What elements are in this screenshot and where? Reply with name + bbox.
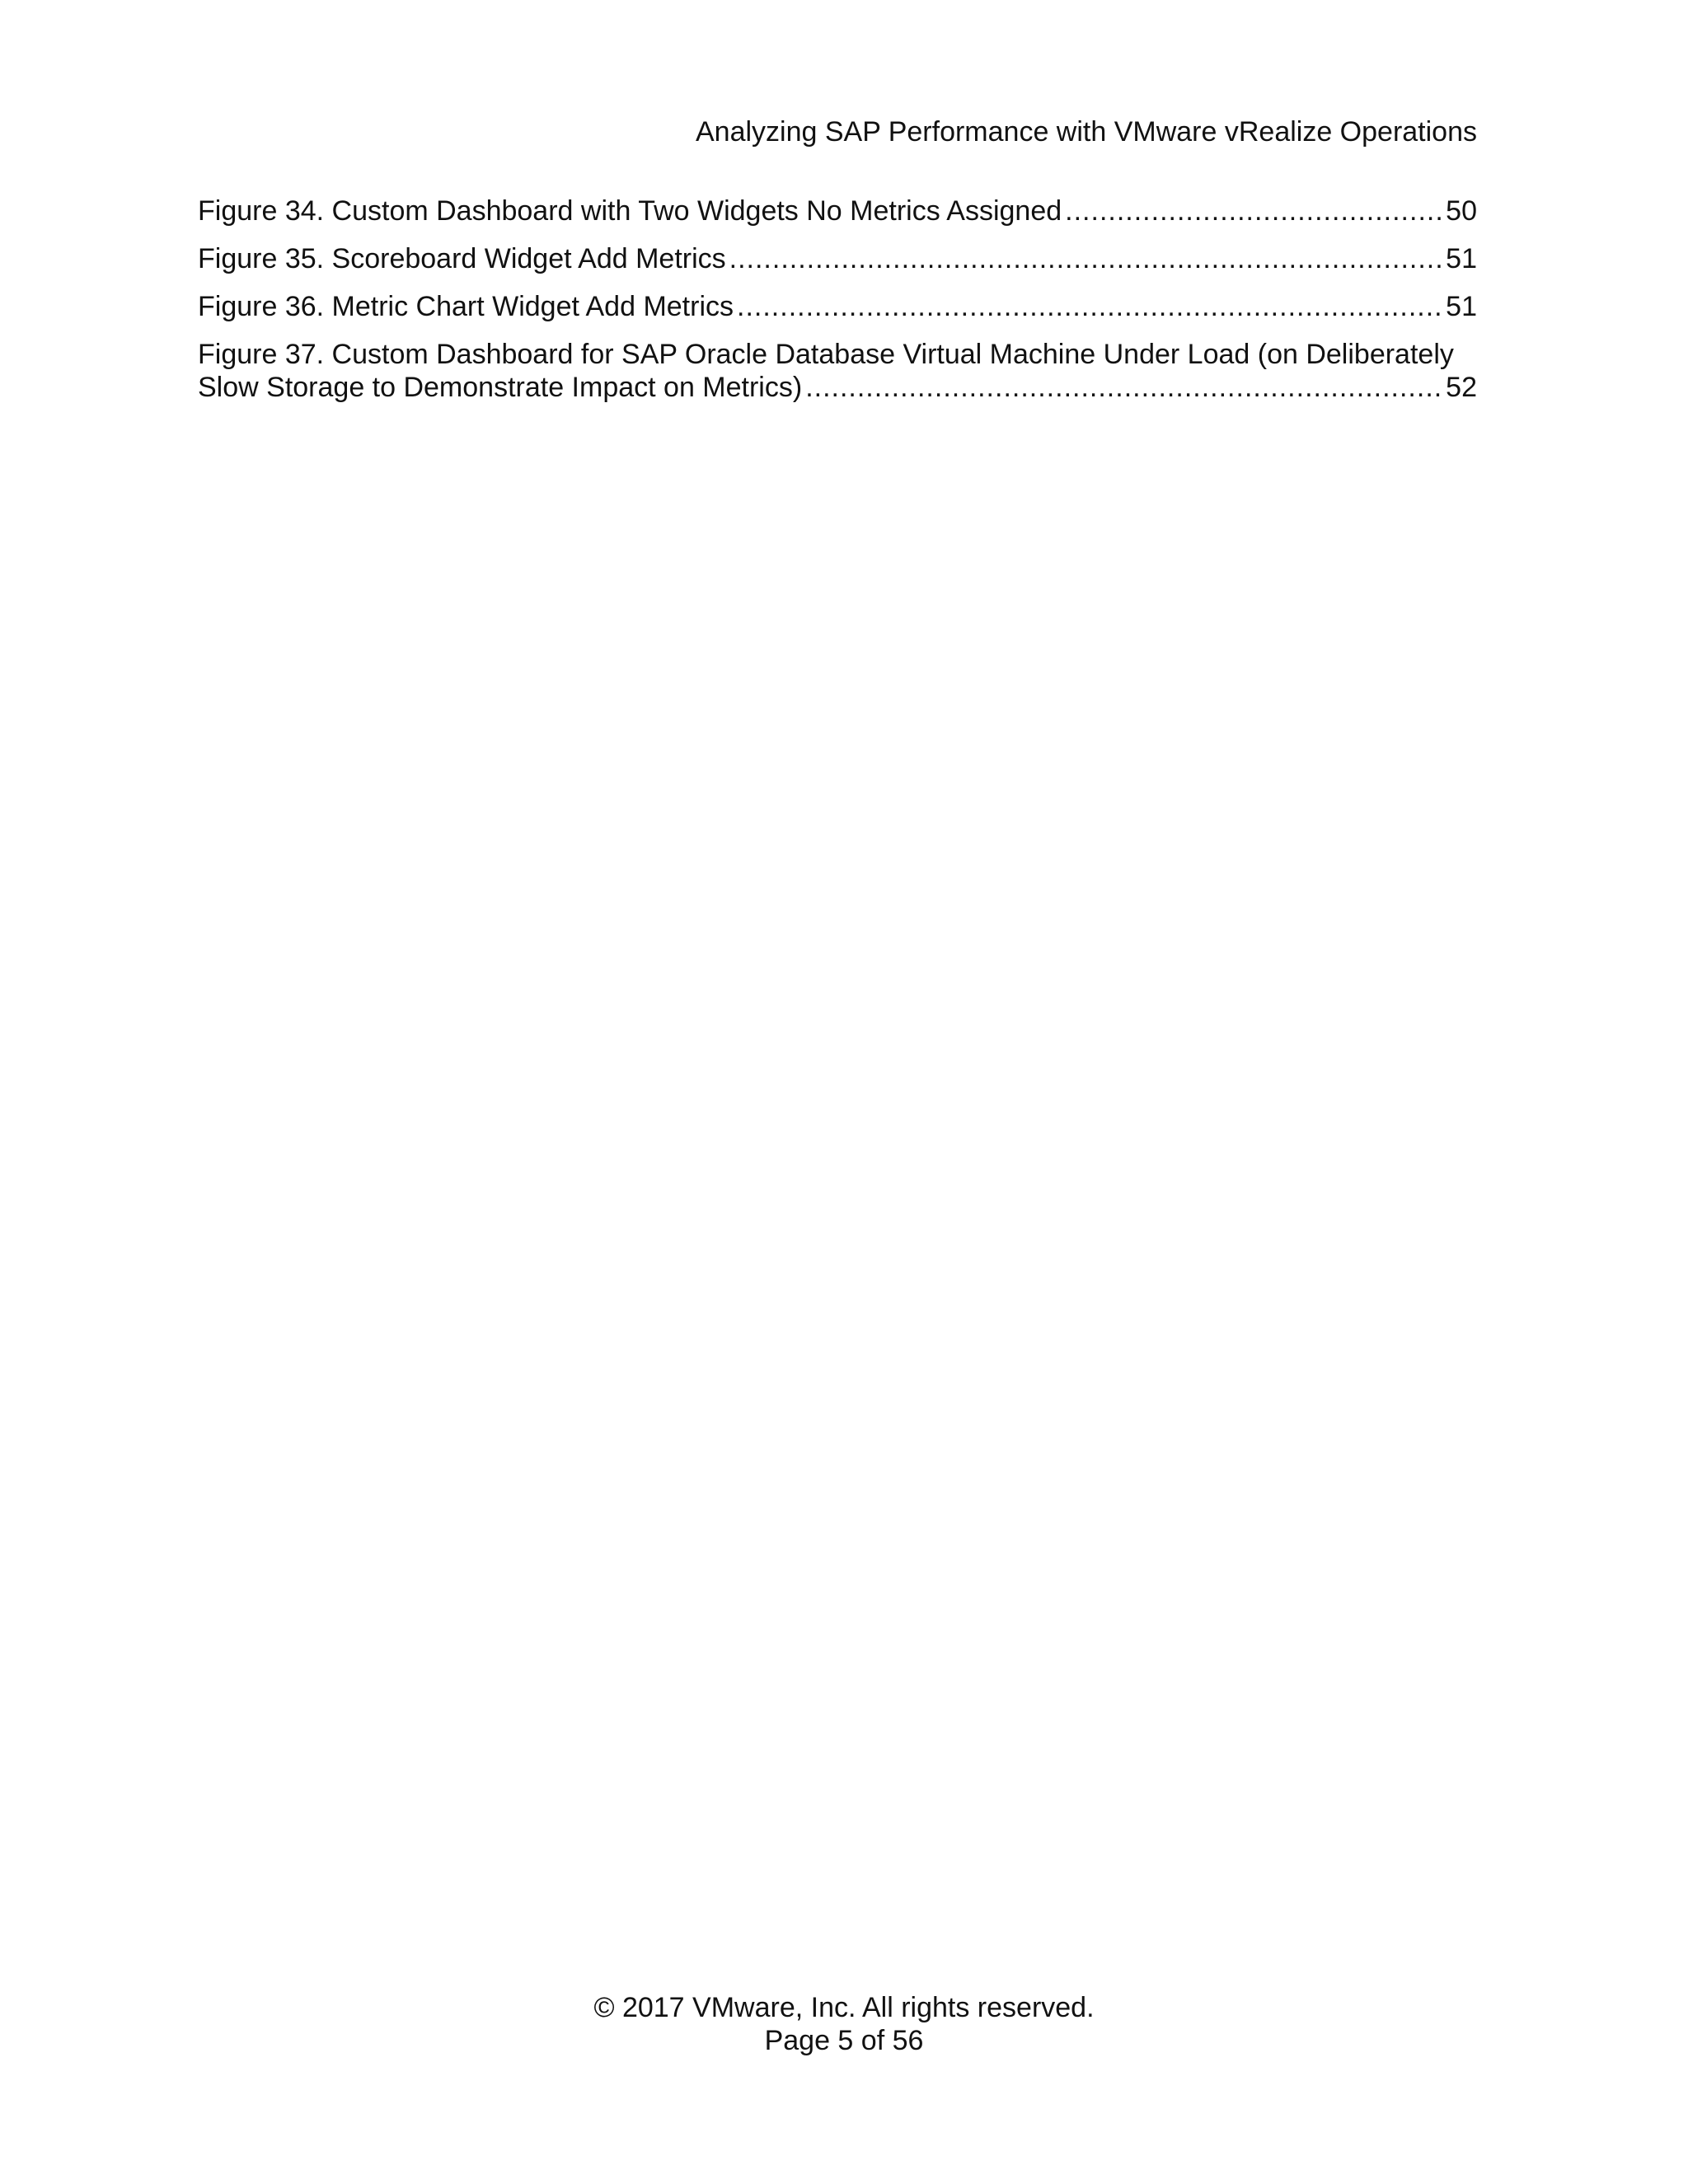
page-footer (0, 1991, 1688, 2057)
toc-entry-title-first-line: Figure 37. Custom Dashboard for SAP Oracle Database Virtual Machine Under Load (on Deliberately (198, 339, 1454, 370)
toc-entry-page: 51 (1446, 291, 1477, 322)
toc-entry-title: Slow Storage to Demonstrate Impact on Metrics) (198, 372, 803, 403)
toc-entry-figure-36[interactable] (198, 290, 1477, 323)
toc-entry-title: Figure 34. Custom Dashboard with Two Widgets No Metrics Assigned (198, 195, 1062, 227)
toc-entry-page: 50 (1446, 195, 1477, 227)
toc-entry-figure-35[interactable] (198, 242, 1477, 275)
dot-leader (805, 371, 1442, 404)
toc-entry-page: 52 (1446, 372, 1477, 403)
page-number: Page 5 of 56 (764, 2025, 924, 2056)
copyright-notice: © 2017 VMware, Inc. All rights reserved. (593, 1992, 1095, 2023)
running-header: Analyzing SAP Performance with VMware vRealize Operations (695, 116, 1477, 148)
toc-entry-figure-34[interactable] (198, 194, 1477, 227)
toc-line (198, 290, 1477, 323)
dot-leader (729, 242, 1443, 275)
list-of-figures (198, 194, 1477, 419)
dot-leader (737, 290, 1442, 323)
toc-line (198, 371, 1477, 404)
toc-line (198, 242, 1477, 275)
dot-leader (1065, 194, 1442, 227)
toc-line (198, 194, 1477, 227)
toc-entry-page: 51 (1446, 243, 1477, 274)
toc-entry-figure-37[interactable] (198, 338, 1477, 404)
toc-entry-title: Figure 36. Metric Chart Widget Add Metrics (198, 291, 734, 322)
toc-entry-title: Figure 35. Scoreboard Widget Add Metrics (198, 243, 726, 274)
